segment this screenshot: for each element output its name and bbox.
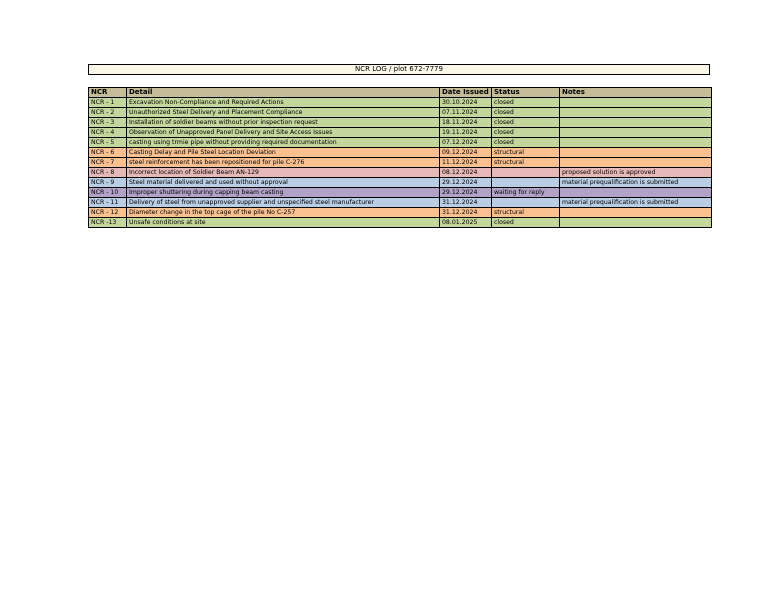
cell-notes <box>560 218 712 228</box>
cell-status <box>492 168 560 178</box>
table-row <box>89 118 712 128</box>
cell-detail: Incorrect location of Soldier Beam AN-129 <box>127 168 440 178</box>
cell-date: 07.12.2024 <box>440 138 492 148</box>
cell-detail: Delivery of steel from unapproved supplier and unspecified steel manufacturer <box>127 198 440 208</box>
cell-status: closed <box>492 98 560 108</box>
cell-status: closed <box>492 218 560 228</box>
table-row <box>89 218 712 228</box>
cell-ncr: NCR - 9 <box>89 178 127 188</box>
cell-status: closed <box>492 118 560 128</box>
cell-status: closed <box>492 108 560 118</box>
cell-detail: steel reinforcement has been repositioned for pile C-276 <box>127 158 440 168</box>
table-row <box>89 188 712 198</box>
cell-notes <box>560 188 712 198</box>
cell-date: 09.12.2024 <box>440 148 492 158</box>
document-title: NCR LOG / plot 672-7779 <box>88 64 710 75</box>
cell-ncr: NCR - 10 <box>89 188 127 198</box>
table-row <box>89 148 712 158</box>
cell-detail: Improper shuttering during capping beam casting <box>127 188 440 198</box>
table-row <box>89 198 712 208</box>
cell-notes <box>560 118 712 128</box>
cell-date: 07.11.2024 <box>440 108 492 118</box>
table-row <box>89 178 712 188</box>
cell-date: 31.12.2024 <box>440 198 492 208</box>
cell-ncr: NCR - 1 <box>89 98 127 108</box>
cell-date: 19.11.2024 <box>440 128 492 138</box>
cell-date: 08.01.2025 <box>440 218 492 228</box>
table-row <box>89 98 712 108</box>
cell-ncr: NCR - 3 <box>89 118 127 128</box>
header-detail: Detail <box>127 88 440 98</box>
cell-notes <box>560 148 712 158</box>
cell-detail: Steel material delivered and used without approval <box>127 178 440 188</box>
cell-date: 30.10.2024 <box>440 98 492 108</box>
table-row <box>89 108 712 118</box>
header-notes: Notes <box>560 88 712 98</box>
cell-ncr: NCR - 5 <box>89 138 127 148</box>
header-date-issued: Date Issued <box>440 88 492 98</box>
cell-notes <box>560 208 712 218</box>
cell-status: closed <box>492 128 560 138</box>
cell-notes: proposed solution is approved <box>560 168 712 178</box>
cell-ncr: NCR - 6 <box>89 148 127 158</box>
cell-detail: casting using trmie pipe without providing required documentation <box>127 138 440 148</box>
cell-status <box>492 198 560 208</box>
cell-detail: Excavation Non-Compliance and Required Actions <box>127 98 440 108</box>
cell-detail: Unsafe conditions at site <box>127 218 440 228</box>
cell-ncr: NCR -13 <box>89 218 127 228</box>
cell-date: 11.12.2024 <box>440 158 492 168</box>
ncr-log-table <box>88 87 712 228</box>
table-row <box>89 208 712 218</box>
cell-date: 29.12.2024 <box>440 188 492 198</box>
header-status: Status <box>492 88 560 98</box>
cell-ncr: NCR - 12 <box>89 208 127 218</box>
table-row <box>89 128 712 138</box>
cell-status: structural <box>492 158 560 168</box>
cell-detail: Observation of Unapproved Panel Delivery and Site Access Issues <box>127 128 440 138</box>
cell-notes <box>560 128 712 138</box>
cell-date: 29.12.2024 <box>440 178 492 188</box>
cell-detail: Installation of soldier beams without prior inspection request <box>127 118 440 128</box>
cell-detail: Diameter change in the top cage of the pile No C-257 <box>127 208 440 218</box>
cell-ncr: NCR - 4 <box>89 128 127 138</box>
cell-ncr: NCR - 11 <box>89 198 127 208</box>
cell-detail: Unauthorized Steel Delivery and Placement Compliance <box>127 108 440 118</box>
table-header-row <box>89 88 712 98</box>
cell-notes <box>560 138 712 148</box>
cell-notes <box>560 108 712 118</box>
cell-status: structural <box>492 208 560 218</box>
table-row <box>89 158 712 168</box>
cell-date: 31.12.2024 <box>440 208 492 218</box>
header-ncr: NCR <box>89 88 127 98</box>
cell-status: waiting for reply <box>492 188 560 198</box>
cell-notes: material prequalification is submitted <box>560 178 712 188</box>
cell-date: 08.12.2024 <box>440 168 492 178</box>
cell-detail: Casting Delay and Pile Steel Location Deviation <box>127 148 440 158</box>
cell-ncr: NCR - 8 <box>89 168 127 178</box>
cell-notes: material prequalification is submitted <box>560 198 712 208</box>
cell-status: structural <box>492 148 560 158</box>
cell-status: closed <box>492 138 560 148</box>
cell-ncr: NCR - 2 <box>89 108 127 118</box>
table-row <box>89 138 712 148</box>
cell-status <box>492 178 560 188</box>
cell-date: 18.11.2024 <box>440 118 492 128</box>
table-row <box>89 168 712 178</box>
cell-notes <box>560 158 712 168</box>
cell-ncr: NCR - 7 <box>89 158 127 168</box>
cell-notes <box>560 98 712 108</box>
